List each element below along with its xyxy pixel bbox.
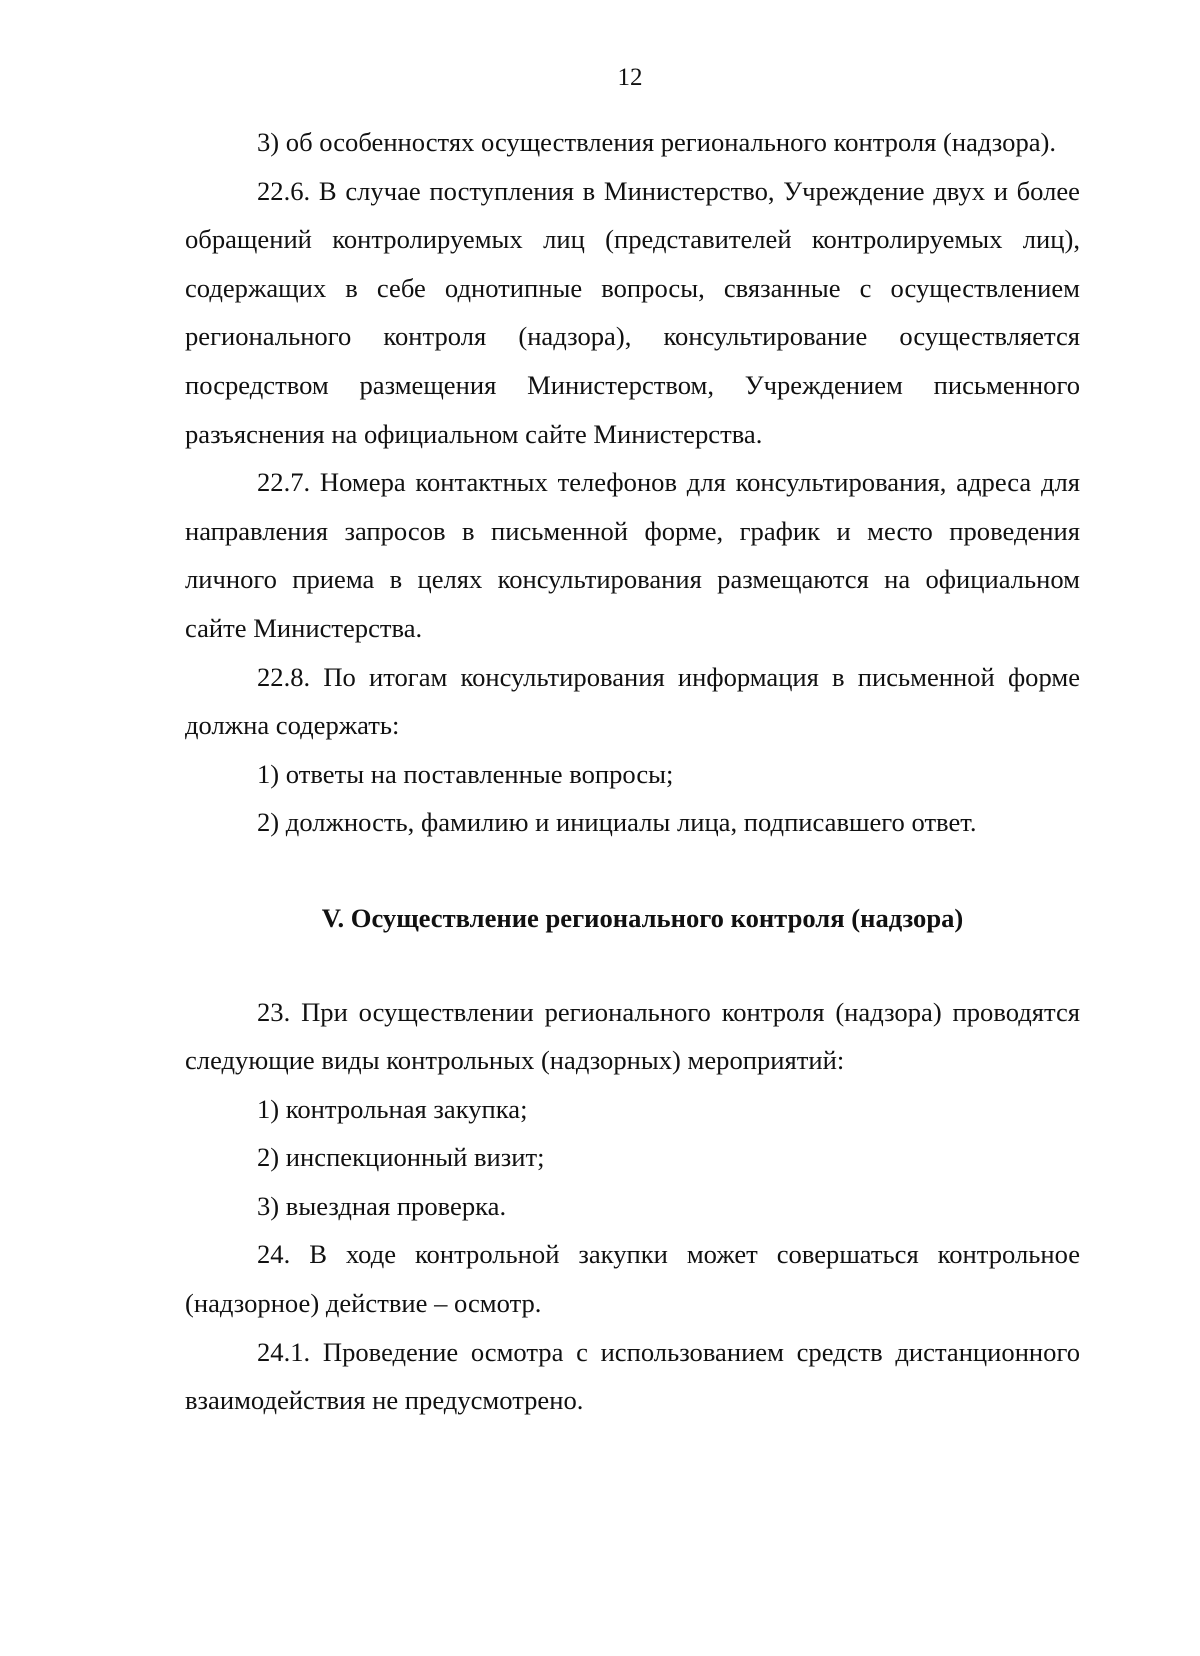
section-heading: V. Осуществление регионального контроля (надзора): [321, 902, 964, 933]
list-item: 1) ответы на поставленные вопросы;: [257, 758, 674, 789]
paragraph-22-6: 22.6. В случае поступления в Министерство, Учреждение двух и более обращений контролируемых лиц (представителей контролируемых лиц), содержащих в себе однотипные вопросы, связанные с осуществлением регионального контроля (надзора), консультирование осуществляется посредством размещения Министерством, Учреждением письменного разъяснения на официальном сайте Министерства.: [185, 175, 1080, 449]
document-body: [185, 118, 1080, 1425]
paragraph-item-3: 3) об особенностях осуществления регионального контроля (надзора).: [257, 127, 1057, 157]
paragraph-23: 23. При осуществлении регионального контроля (надзора) проводятся следующие виды контрольных (надзорных) мероприятий:: [185, 996, 1080, 1076]
page-number: 12: [617, 64, 643, 91]
paragraph-22-7: 22.7. Номера контактных телефонов для консультирования, адреса для направления запросов в письменной форме, график и место проведения личного приема в целях консультирования размещаются на официальном сайте Министерства.: [185, 467, 1080, 643]
list-item: 3) выездная проверка.: [257, 1190, 507, 1221]
paragraph-24: 24. В ходе контрольной закупки может совершаться контрольное (надзорное) действие – осмотр.: [185, 1239, 1080, 1319]
list-item: 2) должность, фамилию и инициалы лица, подписавшего ответ.: [257, 807, 977, 838]
paragraph-22-8: 22.8. По итогам консультирования информация в письменной форме должна содержать:: [185, 661, 1080, 741]
list-item: 1) контрольная закупка;: [257, 1093, 528, 1124]
paragraph-24-1: 24.1. Проведение осмотра с использованием средств дистанционного взаимодействия не предусмотрено.: [185, 1336, 1080, 1416]
list-item: 2) инспекционный визит;: [257, 1142, 545, 1173]
